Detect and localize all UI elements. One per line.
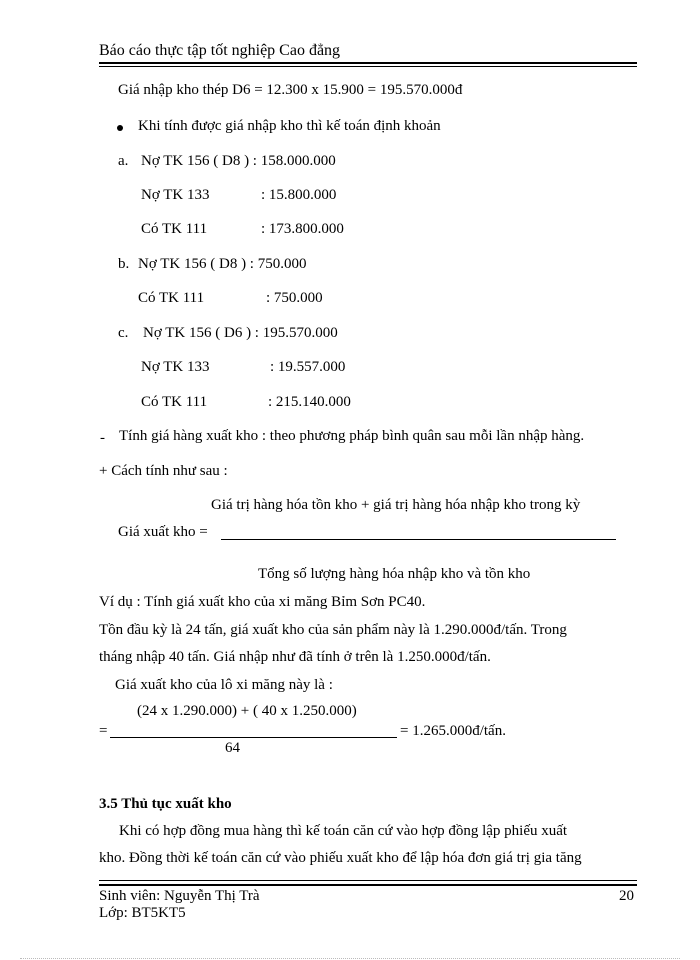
- entry-c-marker: c.: [118, 325, 129, 341]
- footer-rule-top: [99, 880, 637, 881]
- header-rule-top: [99, 62, 637, 64]
- calc-result: = 1.265.000đ/tấn.: [400, 723, 506, 739]
- section-heading: 3.5 Thủ tục xuất kho: [99, 796, 232, 812]
- footer-student: Sinh viên: Nguyễn Thị Trà: [99, 888, 260, 904]
- section-para-line-2: kho. Đồng thời kế toán căn cứ vào phiếu xuất kho để lập hóa đơn giá trị gia tăng: [99, 850, 582, 866]
- entry-a-co-111-label: Có TK 111: [141, 221, 208, 237]
- formula-label: Giá xuất kho =: [118, 524, 208, 540]
- formula-numerator: Giá trị hàng hóa tồn kho + giá trị hàng hóa nhập kho trong kỳ: [211, 497, 581, 513]
- calc-fraction-line: [110, 737, 397, 738]
- calc-equals: =: [99, 723, 108, 739]
- page-bottom-dotted-edge: [20, 958, 680, 959]
- entry-a-marker: a.: [118, 153, 129, 169]
- method-line: Tính giá hàng xuất kho : theo phương pháp bình quân sau mỗi lần nhập hàng.: [119, 428, 585, 444]
- entry-c-no-133-label: Nợ TK 133: [141, 359, 210, 375]
- cach-tinh-line: + Cách tính như sau :: [99, 463, 228, 479]
- footer-rule-bottom: [99, 884, 637, 886]
- entry-a-no-156: Nợ TK 156 ( D8 ) : 158.000.000: [141, 153, 336, 169]
- footer-page-number: 20: [619, 888, 634, 904]
- entry-b-co-111-label: Có TK 111: [138, 290, 205, 306]
- ton-dau-ky-line: Tồn đầu kỳ là 24 tấn, giá xuất kho của sản phẩm này là 1.290.000đ/tấn. Trong: [99, 622, 567, 638]
- dash-marker: -: [100, 430, 105, 446]
- formula-fraction-line: [221, 539, 616, 540]
- section-para-line-1: Khi có hợp đồng mua hàng thì kế toán căn cứ vào hợp đồng lập phiếu xuất: [119, 823, 568, 839]
- calc-numerator: (24 x 1.290.000) + ( 40 x 1.250.000): [137, 703, 357, 719]
- entry-c-co-111-label: Có TK 111: [141, 394, 208, 410]
- entry-c-no-133-value: : 19.557.000: [270, 359, 346, 375]
- header-rule-bottom: [99, 66, 637, 67]
- entry-a-no-133-label: Nợ TK 133: [141, 187, 210, 203]
- entry-a-co-111-value: : 173.800.000: [261, 221, 344, 237]
- entry-c-co-111-value: : 215.140.000: [268, 394, 351, 410]
- gia-nhap-d6-line: Giá nhập kho thép D6 = 12.300 x 15.900 = 195.570.000đ: [118, 82, 463, 98]
- footer-class: Lớp: BT5KT5: [99, 905, 186, 921]
- gia-xuat-lo-line: Giá xuất kho của lô xi măng này là :: [115, 677, 333, 693]
- vi-du-line: Ví dụ : Tính giá xuất kho của xi măng Bỉm Sơn PC40.: [99, 594, 426, 610]
- bullet-text: Khi tính được giá nhập kho thì kế toán định khoản: [138, 118, 441, 134]
- entry-b-marker: b.: [118, 256, 130, 272]
- page-header-title: Báo cáo thực tập tốt nghiệp Cao đẳng: [99, 42, 341, 59]
- thang-nhap-line: tháng nhập 40 tấn. Giá nhập như đã tính ở trên là 1.250.000đ/tấn.: [99, 649, 491, 665]
- entry-a-no-133-value: : 15.800.000: [261, 187, 337, 203]
- entry-b-co-111-value: : 750.000: [266, 290, 323, 306]
- calc-denominator: 64: [225, 740, 240, 756]
- bullet-dot-icon: [117, 125, 123, 131]
- formula-denominator: Tổng số lượng hàng hóa nhập kho và tồn kho: [258, 566, 531, 582]
- entry-c-no-156: Nợ TK 156 ( D6 ) : 195.570.000: [143, 325, 338, 341]
- entry-b-no-156: Nợ TK 156 ( D8 ) : 750.000: [138, 256, 307, 272]
